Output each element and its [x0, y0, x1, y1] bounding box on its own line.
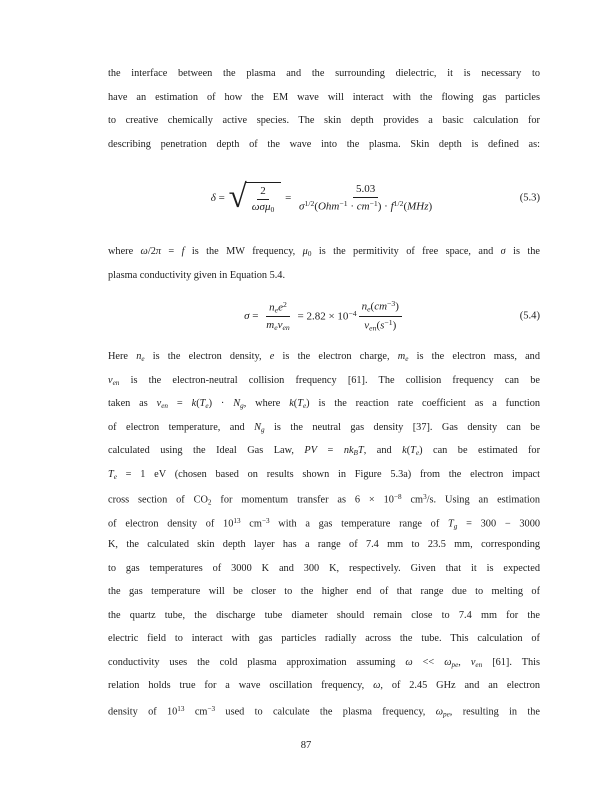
- math-segment: −1: [369, 199, 378, 209]
- paragraph-where: [108, 240, 540, 287]
- paragraph-intro: [108, 62, 540, 156]
- text-segment: is the permitivity of free space, and: [311, 246, 501, 257]
- math-segment: k: [289, 398, 294, 409]
- math-segment: σ: [500, 246, 506, 257]
- text-line: [108, 604, 540, 628]
- math-segment: m: [397, 351, 406, 362]
- text-segment: (: [406, 445, 411, 456]
- math-segment: e: [113, 472, 117, 481]
- math-segment: e: [367, 305, 371, 314]
- math-segment: g: [260, 425, 265, 434]
- math-segment: f: [390, 200, 394, 213]
- text-line: [108, 698, 540, 722]
- math-segment: PV: [304, 445, 318, 456]
- math-segment: e: [278, 301, 283, 314]
- equation-text: [282, 192, 294, 204]
- math-segment: −8: [393, 493, 402, 501]
- text-segment: is the electron-neutral collision frequency [61]. The collision frequency can be: [119, 374, 540, 386]
- math-segment: 13: [233, 516, 241, 525]
- text-segment: to creative chemically active species. The skin depth provides a basic calculation for: [108, 115, 540, 126]
- math-segment: T: [410, 445, 416, 456]
- math-segment: f: [181, 246, 185, 257]
- math-segment: s: [380, 319, 385, 332]
- math-segment: −4: [348, 309, 357, 319]
- math-segment: e: [405, 354, 409, 363]
- math-segment: n: [136, 351, 142, 362]
- math-segment: k: [191, 398, 197, 409]
- denominator: [249, 200, 278, 214]
- math-segment: pe: [451, 660, 459, 669]
- text-segment: is the neutral gas density [37]. Gas density can be: [264, 421, 540, 433]
- math-segment: ω: [140, 246, 148, 257]
- text-segment: (: [196, 398, 200, 409]
- text-segment: <<: [412, 656, 445, 668]
- equation-text: [211, 192, 228, 204]
- text-segment: =: [161, 246, 182, 257]
- math-segment: en: [369, 323, 377, 333]
- math-segment: nk: [343, 445, 354, 456]
- math-segment: n: [269, 301, 275, 314]
- text-segment: ·: [347, 200, 357, 213]
- math-segment: e: [274, 322, 278, 332]
- text-segment: is the: [505, 246, 540, 257]
- text-segment: taken as: [108, 398, 157, 409]
- text-segment: describing penetration depth of the wave into the plasma. Skin depth is defined as:: [108, 138, 540, 150]
- square-root: [228, 178, 282, 215]
- math-segment: ω: [435, 705, 443, 717]
- text-line: [108, 580, 540, 604]
- text-segment: the interface between the plasma and the surrounding dielectric, it is necessary to: [108, 68, 540, 79]
- math-segment: en: [282, 322, 290, 332]
- text-segment: =: [215, 192, 228, 204]
- text-segment: = 2.82 × 10: [294, 310, 349, 323]
- text-segment: to gas temperatures of 3000 K and 300 K, respectively. Given that it is expected: [108, 562, 540, 574]
- text-line: [108, 651, 540, 675]
- text-segment: ) ·: [377, 200, 391, 213]
- text-segment: (: [403, 200, 408, 213]
- math-segment: ν: [364, 319, 370, 332]
- text-segment: cm: [401, 494, 424, 506]
- radical-sign: √: [228, 178, 247, 215]
- math-segment: ωσμ: [251, 201, 271, 214]
- text-segment: = 300 − 3000: [457, 517, 540, 529]
- math-segment: 2: [207, 498, 212, 507]
- equation-text: [244, 310, 261, 322]
- math-segment: ν: [156, 398, 162, 409]
- math-segment: 1/2: [304, 199, 315, 209]
- math-segment: ν: [277, 318, 283, 331]
- math-segment: T: [108, 468, 114, 480]
- numerator: [257, 185, 269, 200]
- text-segment: the quartz tube, the discharge tube diameter should remain close to 7.4 mm for the: [108, 609, 540, 621]
- numerator: [353, 183, 378, 198]
- fraction: [263, 300, 293, 332]
- math-segment: μ: [302, 246, 308, 257]
- text-line: [108, 557, 540, 581]
- math-segment: σ: [299, 200, 305, 213]
- math-segment: N: [233, 398, 241, 409]
- text-segment: , resulting in the: [449, 705, 540, 717]
- denominator: [263, 317, 293, 331]
- math-segment: e: [415, 448, 420, 457]
- text-segment: (: [376, 319, 381, 332]
- text-segment: (: [314, 200, 318, 213]
- math-segment: 2: [282, 300, 287, 310]
- math-segment: δ: [210, 192, 216, 204]
- radicand: [245, 182, 282, 214]
- math-segment: −3: [207, 704, 216, 713]
- denominator: [361, 317, 399, 333]
- math-segment: T: [199, 398, 206, 409]
- text-line: [108, 392, 540, 416]
- math-segment: 1/2: [393, 199, 404, 209]
- text-line: [108, 486, 540, 510]
- text-line: [108, 369, 540, 393]
- math-segment: e: [274, 305, 279, 315]
- denominator: [296, 198, 435, 213]
- numerator: [266, 300, 290, 317]
- math-segment: e: [141, 354, 145, 363]
- text-segment: of electron temperature, and: [108, 421, 255, 433]
- text-line: [108, 416, 540, 440]
- math-segment: −1: [339, 199, 348, 209]
- text-segment: of electron density of 10: [108, 517, 234, 529]
- page-number: 87: [300, 740, 312, 751]
- math-segment: en: [112, 378, 120, 387]
- text-segment: , where: [243, 398, 290, 409]
- text-line: [108, 439, 540, 463]
- math-segment: T: [357, 445, 364, 456]
- math-segment: N: [254, 421, 261, 433]
- math-segment: g: [240, 401, 244, 410]
- fraction: [359, 299, 402, 332]
- text-body: [108, 0, 540, 721]
- text-line: [108, 345, 540, 369]
- math-segment: pe: [442, 709, 450, 718]
- text-segment: used to calculate the plasma frequency,: [215, 705, 436, 717]
- text-segment: Here: [108, 351, 137, 362]
- text-segment: plasma conductivity given in Equation 5.4.: [108, 269, 286, 281]
- text-segment: , of 2.45 GHz and an electron: [380, 680, 540, 691]
- text-line: [108, 463, 540, 487]
- math-segment: T: [297, 398, 303, 409]
- text-segment: =: [282, 192, 295, 204]
- text-line: [108, 674, 540, 698]
- math-segment: −1: [384, 318, 393, 327]
- paragraph-discussion: [108, 345, 540, 721]
- text-segment: =: [168, 398, 192, 409]
- equation-text: [295, 309, 357, 323]
- math-segment: ω: [405, 656, 413, 668]
- math-segment: 0: [270, 204, 275, 214]
- math-segment: k: [402, 445, 407, 456]
- text-segment: the gas temperature will be closer to the higher end of that range due to melting of: [108, 586, 540, 597]
- math-segment: g: [453, 521, 458, 530]
- text-segment: with a gas temperature range of: [269, 517, 449, 529]
- math-segment: ν: [108, 374, 113, 386]
- math-segment: T: [448, 517, 454, 529]
- text-segment: ): [392, 319, 397, 332]
- math-segment: e: [302, 401, 307, 410]
- text-line: [108, 86, 540, 110]
- text-segment: electric field to interact with gas particles radially across the tube. This calculation of: [108, 633, 540, 644]
- text-segment: ): [395, 301, 399, 314]
- math-segment: −3: [387, 299, 396, 309]
- equation-5-4-number: (5.4): [519, 310, 540, 322]
- text-segment: K, the calculated skin depth layer has a range of 7.4 mm to 23.5 mm, corresponding: [108, 539, 540, 550]
- equation-5-4: [244, 299, 404, 332]
- text-line: [108, 627, 540, 651]
- text-segment: ) can be estimated for: [419, 445, 540, 456]
- equation-5-3-row: [108, 156, 540, 240]
- text-segment: relation holds true for a wave oscillation frequency,: [108, 680, 374, 691]
- math-segment: en: [161, 401, 169, 410]
- text-segment: cross section of CO: [108, 494, 208, 506]
- math-segment: ν: [470, 656, 476, 668]
- text-segment: 5.03: [356, 183, 376, 196]
- math-segment: −3: [261, 516, 270, 525]
- text-line: [108, 133, 540, 157]
- math-segment: en: [475, 660, 483, 669]
- text-segment: where: [108, 246, 141, 257]
- text-segment: ) is the reaction rate coefficient as a function: [306, 398, 540, 409]
- text-segment: for momentum transfer as 6 × 10: [211, 494, 394, 506]
- text-segment: (: [370, 301, 375, 314]
- math-segment: 3: [423, 493, 427, 501]
- math-segment: ω: [373, 680, 381, 691]
- text-segment: =: [317, 445, 344, 456]
- math-segment: π: [155, 246, 162, 257]
- text-segment: /s. Using an estimation: [426, 494, 540, 506]
- text-segment: ) ·: [208, 398, 234, 409]
- equation-5-3-number: (5.3): [519, 192, 540, 204]
- text-line: [108, 62, 540, 86]
- math-segment: Ohm: [317, 200, 340, 213]
- text-segment: cm: [240, 517, 262, 529]
- text-line: [108, 510, 540, 534]
- text-segment: [61]. This: [482, 656, 540, 668]
- text-segment: 2: [260, 185, 266, 198]
- math-segment: cm: [356, 200, 370, 213]
- text-line: [108, 240, 540, 264]
- equation-5-4-row: [108, 287, 540, 345]
- text-segment: /2: [147, 246, 156, 257]
- text-segment: is the electron charge,: [274, 351, 398, 362]
- math-segment: B: [353, 448, 358, 457]
- text-segment: have an estimation of how the EM wave will interact with the flowing gas particles: [108, 91, 540, 103]
- numerator: [359, 299, 402, 316]
- text-line: [108, 109, 540, 133]
- math-segment: m: [266, 318, 275, 331]
- equation-5-3: [210, 178, 437, 215]
- text-segment: is the MW frequency,: [184, 246, 303, 257]
- text-line: [108, 533, 540, 557]
- math-segment: e: [205, 401, 209, 410]
- text-segment: ,: [458, 656, 471, 668]
- text-segment: (: [293, 398, 298, 409]
- math-segment: cm: [374, 301, 388, 314]
- math-segment: MHz: [407, 200, 429, 213]
- fraction: [249, 185, 278, 214]
- math-segment: ω: [444, 656, 452, 668]
- math-segment: e: [269, 351, 275, 362]
- text-segment: =: [249, 310, 262, 322]
- text-segment: density of 10: [108, 705, 178, 717]
- text-segment: cm: [184, 705, 208, 717]
- fraction: [296, 183, 435, 213]
- text-line: [108, 264, 540, 288]
- text-segment: ): [428, 200, 433, 213]
- math-segment: 13: [177, 704, 185, 713]
- math-segment: 0: [307, 249, 312, 258]
- math-segment: n: [361, 301, 368, 314]
- math-segment: σ: [244, 310, 250, 322]
- text-segment: , and: [363, 445, 403, 456]
- text-segment: is the electron mass, and: [408, 351, 540, 362]
- text-segment: conductivity uses the cold plasma approximation assuming: [108, 656, 406, 668]
- text-segment: calculated using the Ideal Gas Law,: [108, 445, 305, 456]
- text-segment: is the electron density,: [144, 351, 270, 362]
- text-segment: = 1 eV (chosen based on results shown in Figure 5.3a) from the electron impact: [116, 468, 540, 480]
